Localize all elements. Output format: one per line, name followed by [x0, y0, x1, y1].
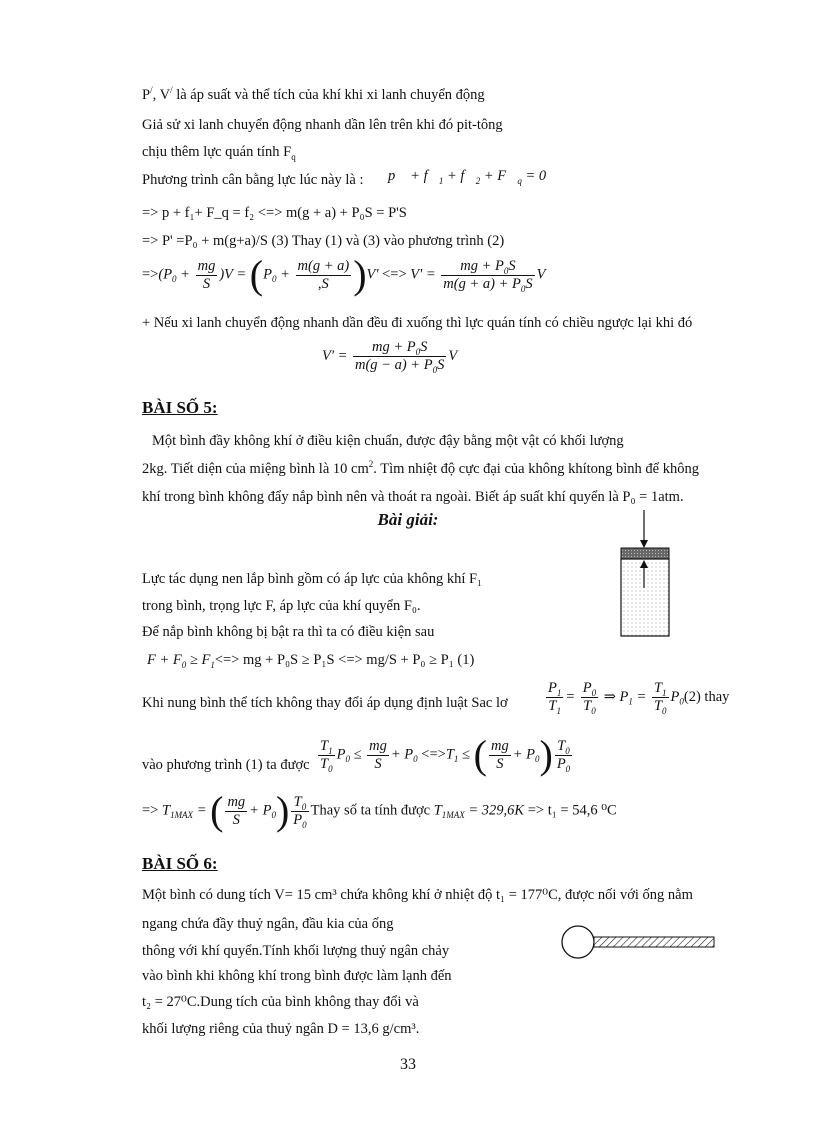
text-line: t₂ = 27⁰C.Dung tích của bình không thay đổi và: [142, 994, 419, 1010]
exercise-6-heading: BÀI SỐ 6:: [142, 854, 218, 873]
page-number: 33: [400, 1056, 416, 1073]
text-line: Một bình đầy không khí ở điều kiện chuẩn, được đậy bằng một vật có khối lượng: [152, 433, 624, 449]
text-line: thông với khí quyển.Tính khối lượng thuỷ ngân chảy: [142, 943, 450, 959]
text-line: chịu thêm lực quán tính $F_q$: [142, 144, 296, 162]
text-line: trong bình, trọng lực F, áp lực của khí quyển F₀.: [142, 598, 421, 614]
text-line: => P' =P₀ + m(g+a)/S (3) Thay (1) và (3) vào phương trình (2): [142, 233, 505, 249]
text-line: P/, V/ là áp suất và thể tích của khí khi xi lanh chuyển động: [142, 85, 485, 103]
volume-equation-down: V' = $\frac{mg + P_0S}{m(g - a) + P_0S}$ V: [322, 339, 458, 375]
container-lid-diagram: [615, 510, 675, 638]
text-line: khí trong bình không đẩy nắp bình nên và thoát ra ngoài. Biết áp suất khí quyển là P₀ = 1atm.: [142, 489, 684, 505]
text-line: Phương trình cân bằng lực lúc này là :: [142, 172, 364, 188]
text-line: vào bình khi không khí trong bình được làm lạnh đến: [142, 968, 452, 984]
text-line: ngang chứa đầy thuỷ ngân, đầu kia của ống: [142, 916, 394, 932]
text-line: + Nếu xi lanh chuyển động nhanh dần đều đi xuống thì lực quán tính có chiều ngược lại khi đó: [142, 315, 693, 331]
text-line: Một bình có dung tích V= 15 cm³ chứa không khí ở nhiệt độ t₁ = 177⁰C, được nối với ống nằm: [142, 887, 693, 903]
text-line: khối lượng riêng của thuỷ ngân D = 13,6 g/cm³.: [142, 1021, 420, 1037]
text-line: Để nắp bình không bị bật ra thì ta có điều kiện sau: [142, 624, 435, 640]
solution-title: Bài giải:: [377, 510, 439, 529]
text-line: Khi nung bình thể tích không thay đổi áp dụng định luật Sac lơ: [142, 695, 508, 711]
volume-equation-up: $=>(P_0$ + $\frac{mg}{S}$ )$V = (P_0$ + $\frac{m(g + a)}{,S}$ )V' <=> V' = $\frac{mg + P_0S}{m(g + a) + P_0S}$ V: [142, 252, 546, 297]
text-line: Lực tác dụng nen lắp bình gồm có áp lực của không khí F₁: [142, 571, 483, 587]
t-max-equation: => $T_{1MAX}$ = ( $\frac{mg}{S}$ + $P_0$) $\frac{T_0}{P_0}$ Thay số ta tính được $T_{1MAX} = 329,6K => t_1 = 54,6$ ⁰C: [142, 788, 617, 833]
text-line: 2kg. Tiết diện của miệng bình là 10 $cm^2$. Tìm nhiệt độ cực đại của không khítong bình để không: [142, 459, 699, 477]
charles-law-equation: $\frac{P_1}{T_1}$ = $\frac{P_0}{T_0}$ ⇒ $P_1$ = $\frac{T_1}{T_0}$ $P_0(2)$ thay: [548, 680, 730, 716]
exercise-5-heading: BÀI SỐ 5:: [142, 398, 218, 417]
force-balance-vector-equation: p⃗ + $f⃗_1$ + $f⃗_2$ + $F⃗_q$ = 0⃗: [388, 168, 558, 186]
inequality-equation: $\frac{T_1}{T_0}$ $P_0$ ≤ $\frac{mg}{S}$ + $P_0 <=>T_1$ ≤ ( $\frac{mg}{S}$ + $P_0$) $\frac{T_0}{P_0}$: [320, 732, 571, 777]
flask-tube-diagram: [560, 922, 730, 962]
text-line: => p + f₁+ F_q = f₂ <=> m(g + a) + P₀S = P'S: [142, 205, 407, 221]
text-line: vào phương trình (1) ta được: [142, 757, 310, 773]
text-line: Giả sử xi lanh chuyển động nhanh dần lên trên khi đó pit-tông: [142, 117, 503, 133]
text-line: $F + F_0 \ge F_1<=>$ mg + P₀S ≥ P₁S <=> mg/S + P₀ ≥ P₁ (1): [147, 652, 475, 670]
